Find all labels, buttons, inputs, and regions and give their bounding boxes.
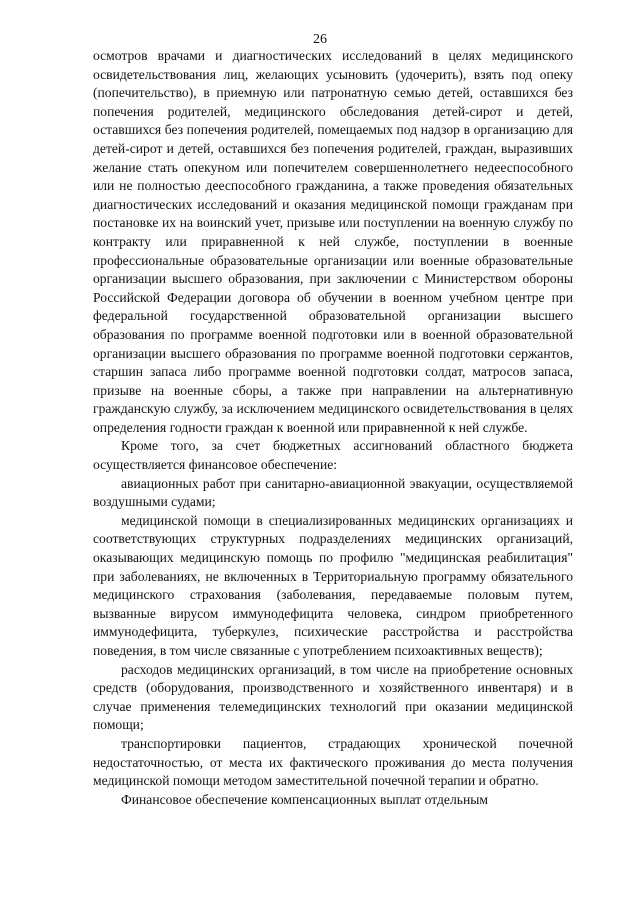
paragraph-aviation: авиационных работ при санитарно-авиационной эвакуации, осуществляемой воздушными судами; [93, 475, 573, 510]
body-text [93, 47, 573, 809]
paragraph-continuation: осмотров врачами и диагностических исследований в целях медицинского освидетельствования лиц, желающих усыновить (удочерить), взять под опеку (попечительство), в приемную или патронатную семью детей, оставшихся без попечения родителей, медицинского обследования детей-сирот и детей, оставшихся без попечения родителей, помещаемых под надзор в организацию для детей-сирот и детей, оставшихся без попечения родителей, граждан, выразивших желание стать опекуном или попечителем совершеннолетнего недееспособного или не полностью дееспособного гражданина, а также проведения обязательных диагностических исследований и оказания медицинской помощи гражданам при постановке их на воинский учет, призыве или поступлении на военную службу по контракту или приравненной к ней службе, поступлении в военные профессиональные образовательные организации или военные образовательные организации высшего образования, при заключении с Министерством обороны Российской Федерации договора об обучении в военном учебном центре при федеральной государственной образовательной организации высшего образования по программе военной подготовки или в военной образовательной организации высшего образования по программе военной подготовки сержантов, старшин запаса либо программе военной подготовки солдат, матросов запаса, призыве на военные сборы, а также при направлении на альтернативную гражданскую службу, за исключением медицинского освидетельствования в целях определения годности граждан к военной или приравненной к ней службе. [93, 48, 573, 435]
page-number: 26 [313, 32, 327, 47]
paragraph-funding-intro: Кроме того, за счет бюджетных ассигнований областного бюджета осуществляется финансовое обеспечение: [93, 438, 573, 473]
paragraph-specialized-care: медицинской помощи в специализированных медицинских организациях и соответствующих структурных подразделениях медицинских организаций, оказывающих медицинскую помощь по профилю "медицинская реабилитация" при заболеваниях, не включенных в Территориальную программу обязательного медицинского страхования (заболевания, передаваемые половым путем, вызванные вирусом иммунодефицита человека, синдром приобретенного иммунодефицита, туберкулез, психические расстройства и расстройства поведения, в том числе связанные с употреблением психоактивных веществ); [93, 512, 573, 658]
paragraph-expenses: расходов медицинских организаций, в том числе на приобретение основных средств (оборудования, производственного и хозяйственного инвентаря) и в случае применения телемедицинских технологий при оказании медицинской помощи; [93, 661, 573, 733]
paragraph-compensation: Финансовое обеспечение компенсационных выплат отдельным [121, 791, 488, 807]
paragraph-transport: транспортировки пациентов, страдающих хронической почечной недостаточностью, от места их фактического проживания до места получения медицинской помощи методом заместительной почечной терапии и обратно. [93, 735, 573, 789]
